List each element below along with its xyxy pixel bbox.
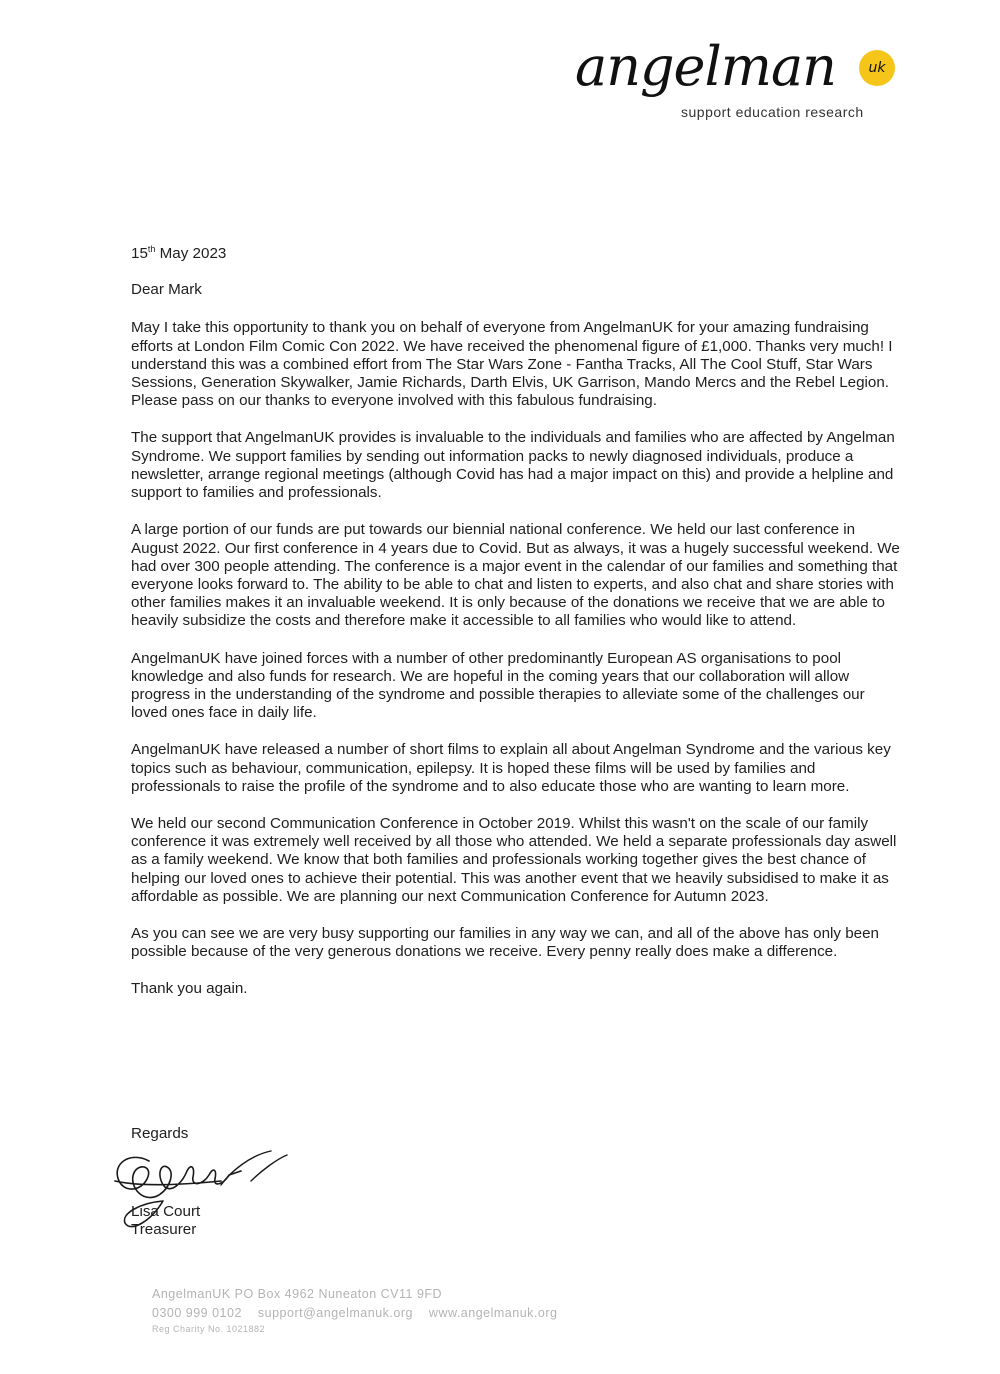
paragraph-films: AngelmanUK have released a number of short films to explain all about Angelman Syndrome and the various key topics such as behaviour, communication, epilepsy. It is hoped these films will be used by families and professionals to raise the profile of the syndrome and to also educate those who are wanting to learn more. <box>131 741 891 795</box>
logo-tagline: support education research <box>681 104 864 120</box>
logo-wordmark: angelman <box>575 35 836 98</box>
paragraph-thank-you: Thank you again. <box>131 980 248 998</box>
paragraph-donations: As you can see we are very busy supporting our families in any way we can, and all of the above has only been possible because of the very generous donations we receive. Every penny really does make a difference. <box>131 924 879 961</box>
paragraph-thanks: May I take this opportunity to thank you on behalf of everyone from AngelmanUK for your amazing fundraising efforts at London Film Comic Con 2022. We have received the phenomenal figure of £1,000. Thanks very much! I understand this was a combined effort from The Star Wars Zone - Fantha Tracks, All The Cool Stuff, Star Wars Sessions, Generation Skywalker, Jamie Richards, Darth Elvis, UK Garrison, Mando Mercs and the Rebel Legion. Please pass on our thanks to everyone involved with this fabulous fundraising. <box>131 319 893 410</box>
footer-phone: 0300 999 0102 <box>152 1306 242 1320</box>
signer-name: Lisa Court <box>131 1203 201 1220</box>
salutation: Dear Mark <box>131 281 202 299</box>
paragraph-communication-conference: We held our second Communication Conference in October 2019. Whilst this wasn't on the scale of our family conference it was extremely well received by all those who attended. We held a separate professionals day aswell as a family weekend. We know that both families and professionals working together gives the best chance of helping our loved ones to achieve their potential. This was another event that we heavily subsidised to make it as affordable as possible. We are planning our next Communication Conference for Autumn 2023. <box>131 814 897 905</box>
paragraph-conference: A large portion of our funds are put towards our biennial national conference. We held our last conference in August 2022. Our first conference in 4 years due to Covid. But as always, it was a hugely successful weekend. We had over 300 people attending. The conference is a major event in the calendar of our families and something that everyone looks forward to. The ability to be able to chat and listen to experts, and also chat and share stories with other families makes it an invaluable weekend. It is only because of the donations we receive that we are able to heavily subsidize the costs and therefore make it accessible to all families who would like to attend. <box>131 521 900 630</box>
paragraph-support: The support that AngelmanUK provides is invaluable to the individuals and families who are affected by Angelman Syndrome. We support families by sending out information packs to newly diagnosed individuals, produce a newsletter, arrange regional meetings (although Covid has had a major impact on this) and provide a helpline and support to families and professionals. <box>131 429 895 502</box>
letter-date: 15th May 2023 <box>131 244 227 263</box>
paragraph-research: AngelmanUK have joined forces with a number of other predominantly European AS organisations to pool knowledge and also funds for research. We are hopeful in the coming years that our collaboration will allow progress in the understanding of the syndrome and possible therapies to alleviate some of the challenges our loved ones face in daily life. <box>131 649 865 722</box>
signer-role: Treasurer <box>131 1221 197 1238</box>
logo-uk-badge: uk <box>859 50 895 86</box>
footer-website: www.angelmanuk.org <box>428 1306 558 1320</box>
closing: Regards <box>131 1125 189 1142</box>
signature-block <box>131 1125 431 1265</box>
letterhead-footer <box>152 1285 569 1335</box>
footer-charity-number: Reg Charity No. 1021882 <box>152 1324 266 1334</box>
angelman-logo <box>575 35 915 130</box>
letter-body <box>131 240 901 1018</box>
footer-address: AngelmanUK PO Box 4962 Nuneaton CV11 9FD <box>152 1287 443 1301</box>
footer-email: support@angelmanuk.org <box>257 1306 413 1320</box>
footer-contact <box>152 1304 569 1323</box>
